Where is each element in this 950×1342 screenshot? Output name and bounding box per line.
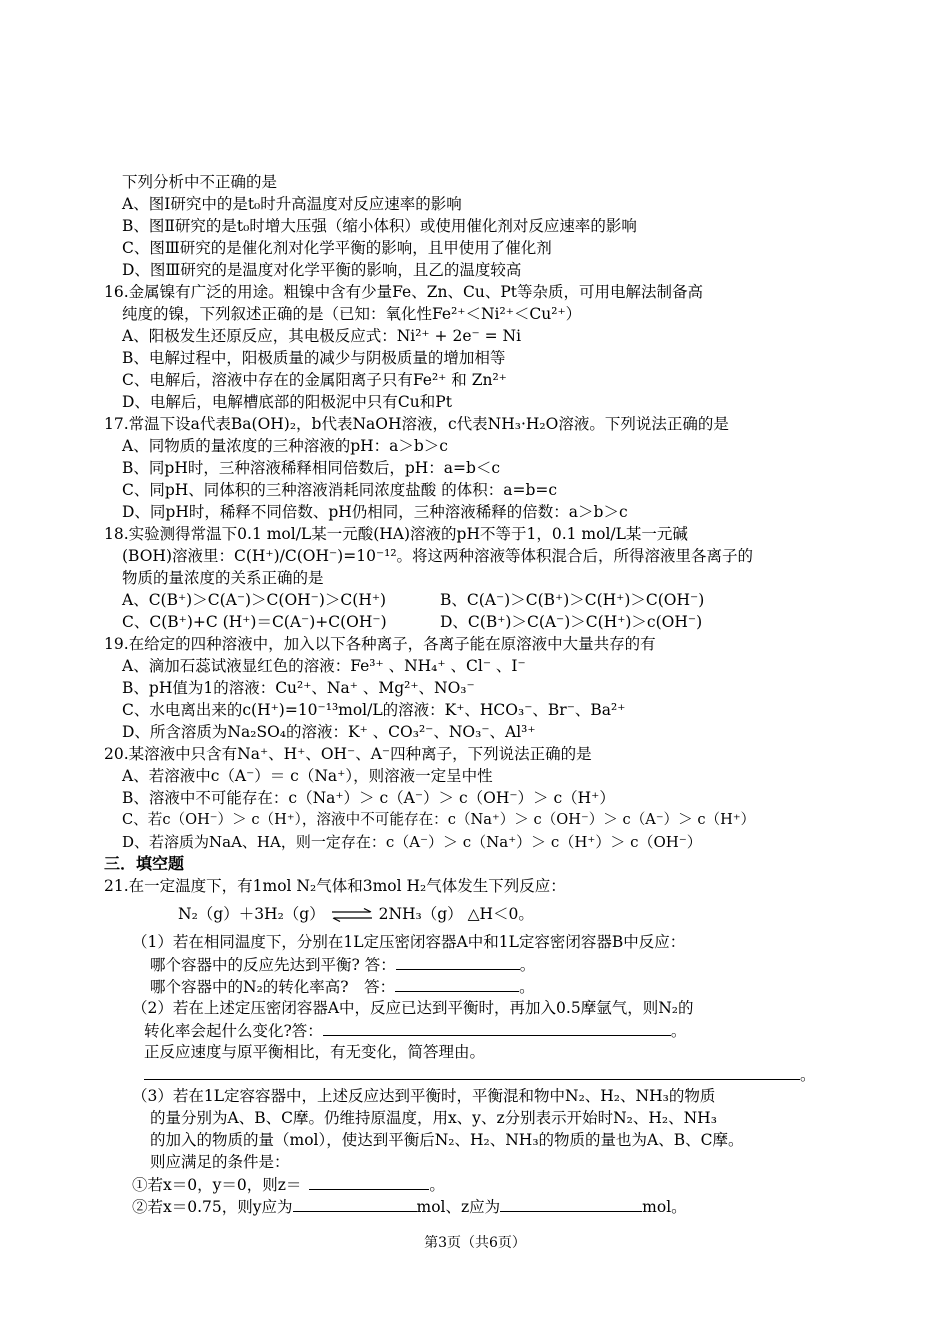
q18-stem-line2: (BOH)溶液里：C(H⁺)/C(OH⁻)=10⁻¹²。将这两种溶液等体积混合后，所得溶液里各离子的 xyxy=(122,547,754,565)
q21-part3-line4: 则应满足的条件是： xyxy=(150,1153,290,1171)
q20-option-d: D、若溶质为NaA、HA，则一定存在：c（A⁻）＞ c（Na⁺）＞ c（H⁺）＞ c（OH⁻） xyxy=(122,833,702,851)
q17-option-a: A、同物质的量浓度的三种溶液的pH：a＞b＞c xyxy=(122,437,448,455)
unit-text: mol。 xyxy=(642,1198,687,1216)
q19-stem: 19.在给定的四种溶液中，加入以下各种离子，各离子能在原溶液中大量共存的有 xyxy=(104,635,656,653)
answer-blank[interactable] xyxy=(500,1196,642,1212)
q19-option-c: C、水电离出来的c(H⁺)=10⁻¹³mol/L的溶液：K⁺、HCO₃⁻、Br⁻、Ba²⁺ xyxy=(122,701,626,719)
equation-left: N₂（g）＋3H₂（g） xyxy=(178,905,325,923)
q21-part2-intro: （2）若在上述定压密闭容器A中，反应已达到平衡时，再加入0.5摩氩气，则N₂的 xyxy=(132,999,694,1017)
q21-equation xyxy=(178,904,534,924)
page-footer: 第3页（共6页） xyxy=(424,1235,526,1251)
q21-part2-q-text: 转化率会起什么变化?答： xyxy=(144,1022,323,1040)
q21-part2-q xyxy=(144,1020,686,1041)
period-text: 。 xyxy=(519,956,536,974)
condition2-mid-text: mol、z应为 xyxy=(416,1198,501,1216)
q20-option-a: A、若溶液中c（A⁻）＝ c（Na⁺），则溶液一定呈中性 xyxy=(122,767,493,785)
answer-blank[interactable] xyxy=(396,954,520,970)
q15-option-c: C、图Ⅲ研究的是催化剂对化学平衡的影响，且甲使用了催化剂 xyxy=(122,239,552,257)
answer-blank[interactable] xyxy=(144,1064,800,1080)
period-text: 。 xyxy=(670,1022,687,1040)
q17-option-c: C、同pH、同体积的三种溶液消耗同浓度盐酸 的体积：a=b=c xyxy=(122,481,558,499)
condition2-text: ②若x＝0.75，则y应为 xyxy=(132,1198,293,1216)
q17-option-b: B、同pH时，三种溶液稀释相同倍数后，pH：a=b＜c xyxy=(122,459,501,477)
q21-part1-q2-text: 哪个容器中的N₂的转化率高? 答： xyxy=(150,978,396,996)
q21-part1-q2 xyxy=(150,976,535,997)
q21-part3-condition1 xyxy=(132,1174,445,1195)
q15-stem: 下列分析中不正确的是 xyxy=(122,173,278,191)
equilibrium-arrow-icon xyxy=(330,908,374,922)
condition1-text: ①若x＝0，y＝0，则z＝ xyxy=(132,1176,302,1194)
q19-option-a: A、滴加石蕊试液显红色的溶液：Fe³⁺ 、NH₄⁺ 、Cl⁻ 、I⁻ xyxy=(122,657,526,675)
q20-option-b: B、溶液中不可能存在：c（Na⁺）＞ c（A⁻）＞ c（OH⁻）＞ c（H⁺） xyxy=(122,789,615,807)
q21-part1-q1-text: 哪个容器中的反应先达到平衡? 答： xyxy=(150,956,396,974)
q21-part3-condition2 xyxy=(132,1196,687,1217)
q20-option-c: C、若c（OH⁻）＞ c（H⁺），溶液中不可能存在：c（Na⁺）＞ c（OH⁻）＞ c（A⁻）＞ c（H⁺） xyxy=(122,811,756,828)
q20-stem: 20.某溶液中只含有Na⁺、H⁺、OH⁻、A⁻四种离子，下列说法正确的是 xyxy=(104,745,592,763)
equation-right: 2NH₃（g） △H＜0。 xyxy=(378,905,534,923)
q16-stem-line2: 纯度的镍，下列叙述正确的是（已知：氧化性Fe²⁺＜Ni²⁺＜Cu²⁺） xyxy=(122,305,582,323)
answer-blank[interactable] xyxy=(309,1174,429,1190)
q18-stem-line3: 物质的量浓度的关系正确的是 xyxy=(122,569,324,587)
section-heading: 三．填空题 xyxy=(104,854,185,873)
q18-option-a: A、C(B⁺)＞C(A⁻)＞C(OH⁻)＞C(H⁺) xyxy=(122,591,387,609)
answer-blank[interactable] xyxy=(293,1196,417,1212)
answer-blank[interactable] xyxy=(323,1020,671,1036)
q21-part2-q2: 正反应速度与原平衡相比，有无变化，简答理由。 xyxy=(144,1043,486,1061)
q21-stem: 21.在一定温度下，有1mol N₂气体和3mol H₂气体发生下列反应： xyxy=(104,877,566,895)
q21-part3-line3: 的加入的物质的量（mol），使达到平衡后N₂、H₂、NH₃的物质的量也为A、B、C摩。 xyxy=(150,1131,744,1149)
q17-stem: 17.常温下设a代表Ba(OH)₂，b代表NaOH溶液，c代表NH₃·H₂O溶液。下列说法正确的是 xyxy=(104,415,729,433)
answer-blank[interactable] xyxy=(395,976,519,992)
q21-part3-line1: （3）若在1L定容容器中，上述反应达到平衡时，平衡混和物中N₂、H₂、NH₃的物质 xyxy=(132,1087,716,1105)
q18-stem-line1: 18.实验测得常温下0.1 mol/L某一元酸(HA)溶液的pH不等于1，0.1 mol/L某一元碱 xyxy=(104,525,688,543)
q15-option-b: B、图Ⅱ研究的是t₀时增大压强（缩小体积）或使用催化剂对反应速率的影响 xyxy=(122,217,637,235)
q16-option-d: D、电解后，电解槽底部的阳极泥中只有Cu和Pt xyxy=(122,393,452,411)
q19-option-b: B、pH值为1的溶液：Cu²⁺、Na⁺ 、Mg²⁺、NO₃⁻ xyxy=(122,679,475,697)
q18-option-d: D、C(B⁺)＞C(A⁻)＞C(H⁺)＞c(OH⁻) xyxy=(440,613,703,631)
period-text: 。 xyxy=(519,978,535,996)
q19-option-d: D、所含溶质为Na₂SO₄的溶液：K⁺ 、CO₃²⁻、NO₃⁻、Al³⁺ xyxy=(122,723,536,741)
q17-option-d: D、同pH时，稀释不同倍数、pH仍相同，三种溶液稀释的倍数：a＞b＞c xyxy=(122,503,628,521)
q15-option-d: D、图Ⅲ研究的是温度对化学平衡的影响，且乙的温度较高 xyxy=(122,261,522,279)
q16-option-c: C、电解后，溶液中存在的金属阳离子只有Fe²⁺ 和 Zn²⁺ xyxy=(122,371,507,389)
q16-option-b: B、电解过程中，阳极质量的减少与阴极质量的增加相等 xyxy=(122,349,506,367)
q15-option-a: A、图Ⅰ研究中的是t₀时升高温度对反应速率的影响 xyxy=(122,195,462,213)
q21-part2-answer-line xyxy=(144,1064,816,1085)
q18-option-b: B、C(A⁻)＞C(B⁺)＞C(H⁺)＞C(OH⁻) xyxy=(440,591,705,609)
period-text: 。 xyxy=(429,1176,445,1194)
q16-option-a: A、阳极发生还原反应，其电极反应式：Ni²⁺ + 2e⁻ = Ni xyxy=(122,327,522,345)
q21-part3-line2: 的量分别为A、B、C摩。仍维持原温度，用x、y、z分别表示开始时N₂、H₂、NH₃ xyxy=(150,1109,717,1127)
q21-part1-intro: （1）若在相同温度下，分别在1L定压密闭容器A中和1L定容密闭容器B中反应： xyxy=(132,933,686,951)
q21-part1-q1 xyxy=(150,954,535,975)
q16-stem-line1: 16.金属镍有广泛的用途。粗镍中含有少量Fe、Zn、Cu、Pt等杂质，可用电解法制备高 xyxy=(104,283,703,301)
q18-option-c: C、C(B⁺)+C (H⁺)＝C(A⁻)+C(OH⁻) xyxy=(122,613,387,631)
period-text: 。 xyxy=(800,1066,816,1084)
